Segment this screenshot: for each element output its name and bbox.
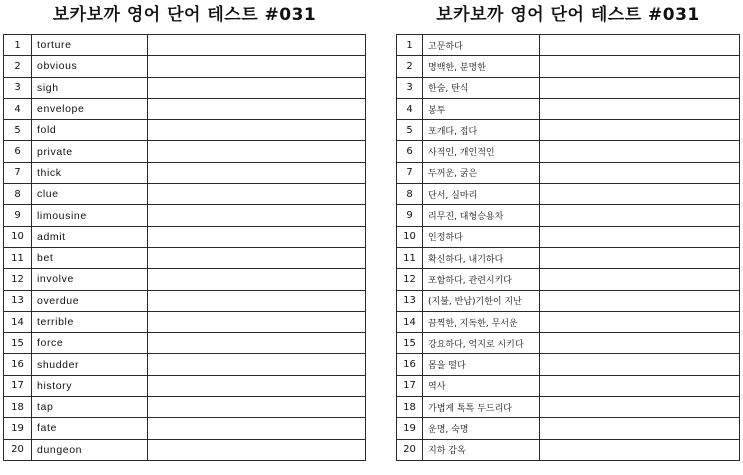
question-number: 18 [397, 397, 423, 418]
question-number: 2 [397, 56, 423, 77]
vocab-word: 한숨, 탄식 [423, 77, 540, 98]
question-number: 8 [397, 184, 423, 205]
table-row [397, 439, 740, 460]
table-row [397, 141, 740, 162]
table-row [4, 269, 366, 290]
question-number: 16 [397, 354, 423, 375]
table-row [397, 311, 740, 332]
table-row [4, 56, 366, 77]
english-word-table [3, 34, 366, 461]
vocab-word: 단서, 실마리 [423, 184, 540, 205]
answer-blank[interactable] [148, 354, 366, 375]
table-row [397, 35, 740, 56]
answer-blank[interactable] [540, 418, 740, 439]
table-row [4, 120, 366, 141]
table-row [4, 247, 366, 268]
table-row [397, 418, 740, 439]
vocab-word: 끔찍한, 지독한, 무서운 [423, 311, 540, 332]
question-number: 11 [4, 247, 32, 268]
vocab-word: obvious [32, 56, 148, 77]
answer-blank[interactable] [540, 311, 740, 332]
answer-blank[interactable] [148, 120, 366, 141]
table-row [4, 226, 366, 247]
vocab-word: 인정하다 [423, 226, 540, 247]
answer-blank[interactable] [148, 333, 366, 354]
vocab-word: tap [32, 397, 148, 418]
question-number: 5 [397, 120, 423, 141]
table-row [4, 162, 366, 183]
question-number: 14 [397, 311, 423, 332]
question-number: 17 [397, 375, 423, 396]
table-row [4, 141, 366, 162]
answer-blank[interactable] [148, 184, 366, 205]
answer-blank[interactable] [148, 418, 366, 439]
vocab-word: admit [32, 226, 148, 247]
table-row [4, 77, 366, 98]
question-number: 19 [4, 418, 32, 439]
vocab-word: sigh [32, 77, 148, 98]
answer-blank[interactable] [148, 98, 366, 119]
table-row [397, 354, 740, 375]
answer-blank[interactable] [148, 226, 366, 247]
question-number: 15 [4, 333, 32, 354]
answer-blank[interactable] [148, 56, 366, 77]
answer-blank[interactable] [148, 439, 366, 460]
vocab-word: involve [32, 269, 148, 290]
vocab-word: 포함하다, 관련시키다 [423, 269, 540, 290]
answer-blank[interactable] [540, 205, 740, 226]
question-number: 4 [397, 98, 423, 119]
answer-blank[interactable] [540, 439, 740, 460]
question-number: 10 [397, 226, 423, 247]
question-number: 4 [4, 98, 32, 119]
table-row [4, 290, 366, 311]
vocab-word: limousine [32, 205, 148, 226]
table-row [397, 226, 740, 247]
question-number: 3 [4, 77, 32, 98]
question-number: 9 [397, 205, 423, 226]
question-number: 1 [4, 35, 32, 56]
question-number: 10 [4, 226, 32, 247]
answer-blank[interactable] [540, 98, 740, 119]
table-row [4, 439, 366, 460]
vocab-word: 두꺼운, 굵은 [423, 162, 540, 183]
vocab-word: clue [32, 184, 148, 205]
answer-blank[interactable] [148, 269, 366, 290]
answer-blank[interactable] [148, 35, 366, 56]
vocab-word: (지불, 반납)기한이 지난 [423, 290, 540, 311]
table-row [397, 247, 740, 268]
vocab-word: dungeon [32, 439, 148, 460]
question-number: 8 [4, 184, 32, 205]
english-word-test [3, 0, 366, 456]
vocab-word: 포개다, 접다 [423, 120, 540, 141]
table-row [4, 418, 366, 439]
question-number: 7 [4, 162, 32, 183]
answer-blank[interactable] [148, 311, 366, 332]
answer-blank[interactable] [540, 77, 740, 98]
answer-blank[interactable] [540, 141, 740, 162]
vocab-word: history [32, 375, 148, 396]
question-number: 9 [4, 205, 32, 226]
vocab-word: private [32, 141, 148, 162]
question-number: 15 [397, 333, 423, 354]
vocab-word: 확신하다, 내기하다 [423, 247, 540, 268]
question-number: 20 [397, 439, 423, 460]
vocab-word: 봉투 [423, 98, 540, 119]
table-row [397, 269, 740, 290]
vocab-word: 지하 감옥 [423, 439, 540, 460]
question-number: 3 [397, 77, 423, 98]
question-number: 14 [4, 311, 32, 332]
vocab-word: 몸을 떨다 [423, 354, 540, 375]
table-row [397, 375, 740, 396]
question-number: 6 [397, 141, 423, 162]
question-number: 12 [4, 269, 32, 290]
table-row [397, 290, 740, 311]
vocab-word: 가볍게 톡톡 두드리다 [423, 397, 540, 418]
table-row [397, 184, 740, 205]
table-row [4, 205, 366, 226]
korean-meaning-table [396, 34, 740, 461]
question-number: 6 [4, 141, 32, 162]
answer-blank[interactable] [148, 205, 366, 226]
vocab-word: fate [32, 418, 148, 439]
vocab-word: shudder [32, 354, 148, 375]
vocab-word: 역사 [423, 375, 540, 396]
table-row [397, 98, 740, 119]
table-row [397, 205, 740, 226]
answer-blank[interactable] [540, 56, 740, 77]
test-title: 보카보까 영어 단어 테스트 #031 [52, 5, 317, 25]
answer-blank[interactable] [540, 333, 740, 354]
answer-blank[interactable] [148, 290, 366, 311]
test-title: 보카보까 영어 단어 테스트 #031 [436, 5, 700, 25]
answer-blank[interactable] [540, 397, 740, 418]
korean-meaning-test [396, 0, 740, 457]
vocab-word: 운명, 숙명 [423, 418, 540, 439]
answer-blank[interactable] [540, 35, 740, 56]
vocab-word: 사적인, 개인적인 [423, 141, 540, 162]
answer-blank[interactable] [540, 162, 740, 183]
answer-blank[interactable] [540, 354, 740, 375]
question-number: 2 [4, 56, 32, 77]
table-row [4, 375, 366, 396]
question-number: 7 [397, 162, 423, 183]
answer-blank[interactable] [540, 226, 740, 247]
vocab-word: bet [32, 247, 148, 268]
vocab-word: torture [32, 35, 148, 56]
vocab-word: envelope [32, 98, 148, 119]
answer-blank[interactable] [148, 141, 366, 162]
table-row [4, 35, 366, 56]
table-row [397, 333, 740, 354]
vocab-word: 리무진, 대형승용차 [423, 205, 540, 226]
question-number: 1 [397, 35, 423, 56]
vocab-word: thick [32, 162, 148, 183]
question-number: 16 [4, 354, 32, 375]
table-row [397, 397, 740, 418]
question-number: 13 [397, 290, 423, 311]
vocab-word: 강요하다, 억지로 시키다 [423, 333, 540, 354]
table-row [4, 311, 366, 332]
question-number: 17 [4, 375, 32, 396]
answer-blank[interactable] [148, 397, 366, 418]
answer-blank[interactable] [540, 375, 740, 396]
table-row [4, 397, 366, 418]
answer-blank[interactable] [540, 247, 740, 268]
table-row [397, 162, 740, 183]
table-row [4, 354, 366, 375]
vocab-word: 명백한, 분명한 [423, 56, 540, 77]
question-number: 12 [397, 269, 423, 290]
table-row [397, 77, 740, 98]
vocab-word: 고문하다 [423, 35, 540, 56]
answer-blank[interactable] [148, 375, 366, 396]
answer-blank[interactable] [148, 247, 366, 268]
question-number: 13 [4, 290, 32, 311]
answer-blank[interactable] [540, 269, 740, 290]
table-row [4, 333, 366, 354]
vocab-word: overdue [32, 290, 148, 311]
vocab-word: terrible [32, 311, 148, 332]
vocab-word: force [32, 333, 148, 354]
question-number: 19 [397, 418, 423, 439]
question-number: 5 [4, 120, 32, 141]
table-row [397, 56, 740, 77]
answer-blank[interactable] [540, 290, 740, 311]
answer-blank[interactable] [540, 120, 740, 141]
answer-blank[interactable] [148, 77, 366, 98]
question-number: 20 [4, 439, 32, 460]
table-row [397, 120, 740, 141]
answer-blank[interactable] [148, 162, 366, 183]
table-row [4, 184, 366, 205]
question-number: 11 [397, 247, 423, 268]
answer-blank[interactable] [540, 184, 740, 205]
question-number: 18 [4, 397, 32, 418]
table-row [4, 98, 366, 119]
vocab-word: fold [32, 120, 148, 141]
